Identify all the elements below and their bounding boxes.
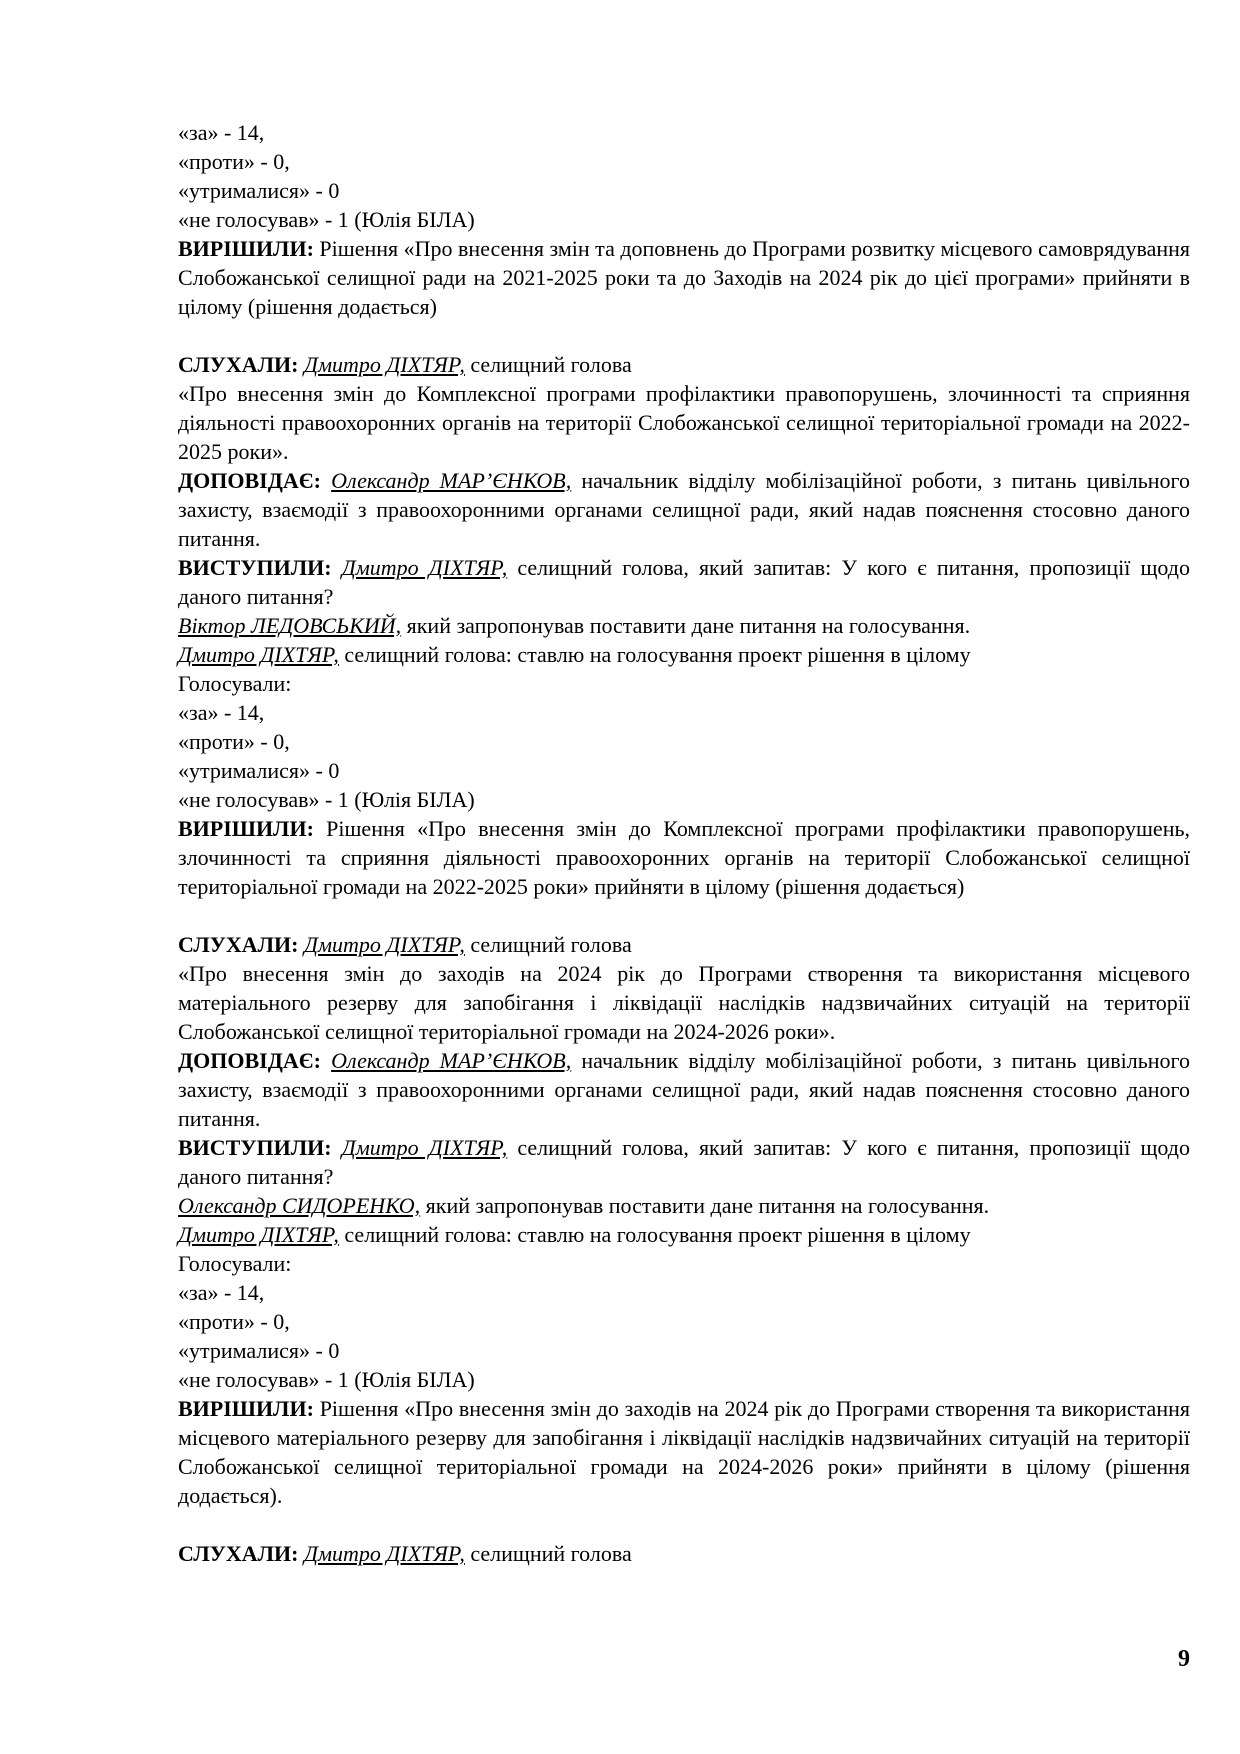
chair-text: селищний голова: ставлю на голосування проект рішення в цілому [338, 1222, 971, 1247]
heard-label: СЛУХАЛИ: [178, 1541, 299, 1566]
speakers-text: селищний голова, який запитав: У кого є питання, пропозиції щодо даного питання? [178, 1135, 1190, 1189]
speaker-role: селищний голова [464, 932, 632, 957]
speakers-name: Дмитро ДІХТЯР, [341, 555, 508, 580]
decision-paragraph [178, 1394, 1190, 1510]
page-number: 9 [1178, 1646, 1190, 1672]
chair-name: Дмитро ДІХТЯР, [178, 1222, 339, 1247]
decision-paragraph [178, 234, 1190, 321]
proposer-text: який запропонував поставити дане питання на голосування. [401, 613, 971, 638]
speaker-name: Дмитро ДІХТЯР, [303, 352, 465, 377]
vote-not-voted: «не голосував» - 1 (Юлія БІЛА) [178, 207, 475, 232]
reporter-text: начальник відділу мобілізаційної роботи, з питань цивільного захисту, взаємодії з правоохоронними органами селищної ради, який надав пояснення стосовно даного питання. [178, 1048, 1191, 1131]
vote-against: «проти» - 0, [178, 1309, 290, 1334]
reporter-paragraph [178, 466, 1190, 553]
speakers-label: ВИСТУПИЛИ: [178, 555, 332, 580]
decision-label: ВИРІШИЛИ: [178, 816, 314, 841]
reporter-label: ДОПОВІДАЄ: [178, 1048, 321, 1073]
proposer-line [178, 1191, 1190, 1220]
vote-for: «за» - 14, [178, 1280, 265, 1305]
speakers-paragraph [178, 1133, 1190, 1191]
chair-line [178, 1220, 1190, 1249]
document-page [178, 118, 1190, 1568]
speakers-name: Дмитро ДІХТЯР, [341, 1135, 508, 1160]
vote-for: «за» - 14, [178, 700, 265, 725]
vote-abstained: «утрималися» - 0 [178, 758, 340, 783]
chair-name: Дмитро ДІХТЯР, [178, 642, 339, 667]
vote-not-voted: «не голосував» - 1 (Юлія БІЛА) [178, 787, 475, 812]
speakers-text: селищний голова, який запитав: У кого є питання, пропозиції щодо даного питання? [178, 555, 1190, 609]
vote-against: «проти» - 0, [178, 729, 290, 754]
reporter-name: Олександр МАР’ЄНКОВ, [331, 468, 572, 493]
heard-line [178, 350, 1190, 379]
decision-text: Рішення «Про внесення змін до Комплексної програми профілактики правопорушень, злочинності та сприяння діяльності правоохоронних органів на території Слобожанської селищної територіальної громади на 2022-2025 роки» прийняти в цілому (рішення додається) [178, 816, 1191, 899]
proposer-name: Віктор ЛЕДОВСЬКИЙ, [178, 613, 402, 638]
proposer-text: який запропонував поставити дане питання на голосування. [420, 1193, 990, 1218]
agenda-topic: «Про внесення змін до заходів на 2024 рік до Програми створення та використання місцевого матеріального резерву для запобігання і ліквідації наслідків надзвичайних ситуацій на території Слобожанської селищної територіальної громади на 2024-2026 роки». [178, 961, 1190, 1044]
speaker-role: селищний голова [464, 1541, 632, 1566]
voted-label: Голосували: [178, 1251, 292, 1276]
decision-label: ВИРІШИЛИ: [178, 1396, 314, 1421]
decision-text: Рішення «Про внесення змін та доповнень до Програми розвитку місцевого самоврядування Слобожанської селищної ради на 2021-2025 роки та до Заходів на 2024 рік до цієї програми» прийняти в цілому (рішення додається) [178, 236, 1191, 319]
speaker-name: Дмитро ДІХТЯР, [303, 1541, 465, 1566]
voted-label: Голосували: [178, 671, 292, 696]
heard-line [178, 1539, 1190, 1568]
vote-abstained: «утрималися» - 0 [178, 178, 340, 203]
chair-line [178, 640, 1190, 669]
vote-not-voted: «не голосував» - 1 (Юлія БІЛА) [178, 1367, 475, 1392]
reporter-paragraph [178, 1046, 1190, 1133]
decision-text: Рішення «Про внесення змін до заходів на 2024 рік до Програми створення та використання місцевого матеріального резерву для запобігання і ліквідації наслідків надзвичайних ситуацій на території Слобожанської селищної територіальної громади на 2024-2026 роки» прийняти в цілому (рішення додається). [178, 1396, 1190, 1508]
decision-paragraph [178, 814, 1190, 901]
speakers-label: ВИСТУПИЛИ: [178, 1135, 332, 1160]
speaker-role: селищний голова [464, 352, 632, 377]
proposer-line [178, 611, 1190, 640]
vote-against: «проти» - 0, [178, 149, 290, 174]
vote-for: «за» - 14, [178, 120, 265, 145]
agenda-topic: «Про внесення змін до Комплексної програми профілактики правопорушень, злочинності та сприяння діяльності правоохоронних органів на території Слобожанської селищної територіальної громади на 2022-2025 роки». [178, 381, 1190, 464]
proposer-name: Олександр СИДОРЕНКО, [178, 1193, 421, 1218]
decision-label: ВИРІШИЛИ: [178, 236, 314, 261]
chair-text: селищний голова: ставлю на голосування проект рішення в цілому [338, 642, 971, 667]
heard-label: СЛУХАЛИ: [178, 932, 299, 957]
heard-label: СЛУХАЛИ: [178, 352, 299, 377]
speakers-paragraph [178, 553, 1190, 611]
speaker-name: Дмитро ДІХТЯР, [303, 932, 465, 957]
heard-line [178, 930, 1190, 959]
vote-abstained: «утрималися» - 0 [178, 1338, 340, 1363]
reporter-name: Олександр МАР’ЄНКОВ, [331, 1048, 572, 1073]
reporter-label: ДОПОВІДАЄ: [178, 468, 321, 493]
reporter-text: начальник відділу мобілізаційної роботи, з питань цивільного захисту, взаємодії з правоохоронними органами селищної ради, який надав пояснення стосовно даного питання. [178, 468, 1191, 551]
